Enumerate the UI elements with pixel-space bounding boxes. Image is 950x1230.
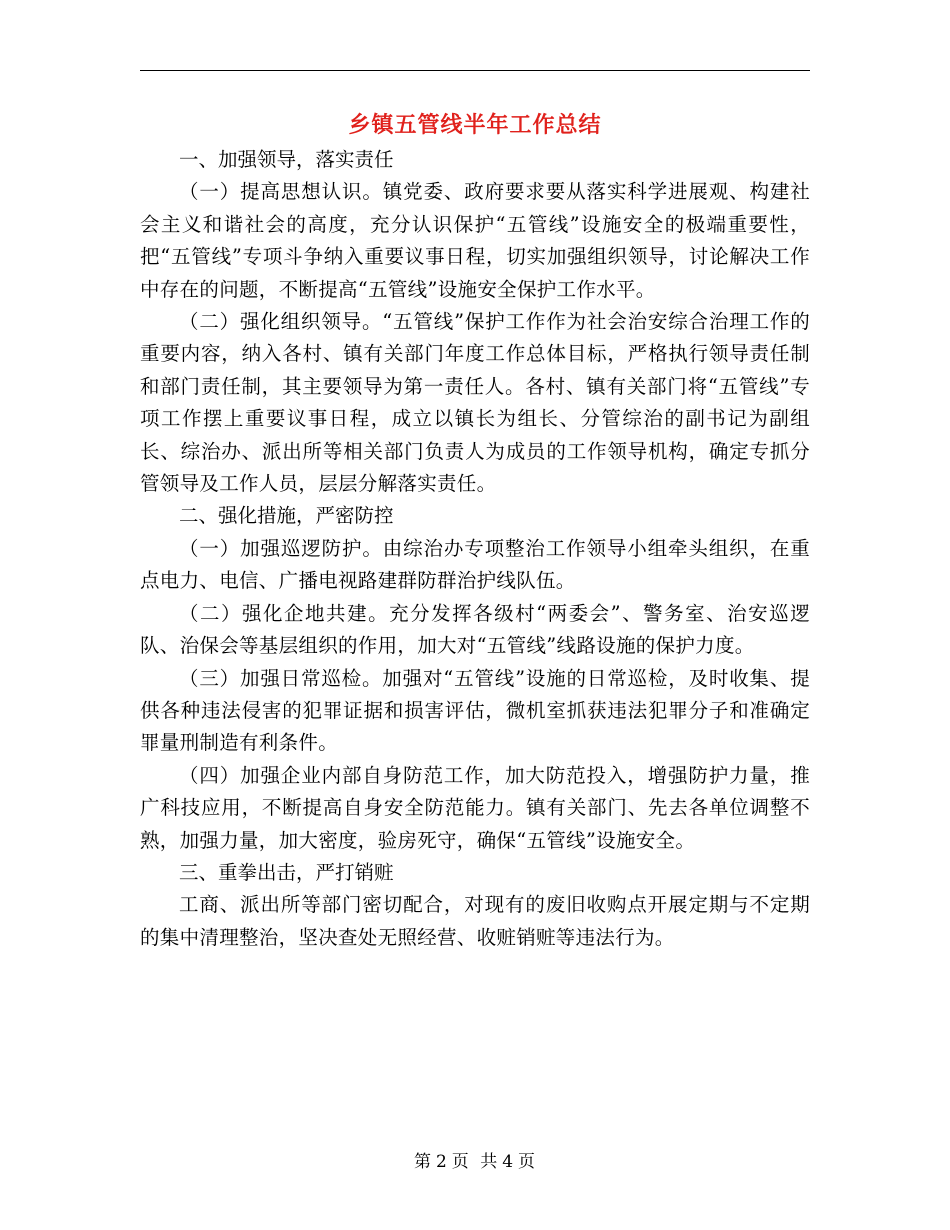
section-2-paragraph-4: （四）加强企业内部自身防范工作，加大防范投入，增强防护力量，推广科技应用，不断提高自身安全防范能力。镇有关部门、先去各单位调整不熟，加强力量，加大密度，验房死守，确保“五管线”设施安全。 xyxy=(140,763,810,852)
section-2-paragraph-2: （二）强化企地共建。充分发挥各级村“两委会”、警务室、治安巡逻队、治保会等基层组织的作用，加大对“五管线”线路设施的保护力度。 xyxy=(140,601,810,658)
section-2-heading: 二、强化措施，严密防控 xyxy=(179,504,394,528)
section-3-paragraph-1: 工商、派出所等部门密切配合，对现有的废旧收购点开展定期与不定期的集中清理整治，坚决查处无照经营、收赃销赃等违法行为。 xyxy=(140,893,810,949)
footer-total-label: 共 xyxy=(480,1152,499,1172)
document-title: 乡镇五管线半年工作总结 xyxy=(348,113,602,138)
footer-page-unit: 页 xyxy=(451,1152,470,1172)
footer-page-label: 第 xyxy=(413,1152,432,1172)
footer-current-page: 2 xyxy=(435,1152,448,1172)
section-2-paragraph-3: （三）加强日常巡检。加强对“五管线”设施的日常巡检，及时收集、提供各种违法侵害的犯罪证据和损害评估，微机室抓获违法犯罪分子和准确定罪量刑制造有利条件。 xyxy=(140,666,810,755)
section-1-heading: 一、加强领导，落实责任 xyxy=(179,148,394,171)
section-1-paragraph-1: （一）提高思想认识。镇党委、政府要求要从落实科学进展观、构建社会主义和谐社会的高度，充分认识保护“五管线”设施安全的极端重要性，把“五管线”专项斗争纳入重要议事日程，切实加强组织领导，讨论解决工作中存在的问题，不断提高“五管线”设施安全保护工作水平。 xyxy=(140,180,810,301)
footer-total-unit: 页 xyxy=(518,1152,537,1172)
page-footer xyxy=(0,1150,950,1174)
header-rule xyxy=(140,70,810,71)
document-body xyxy=(140,144,810,954)
section-2-paragraph-1: （一）加强巡逻防护。由综治办专项整治工作领导小组牵头组织，在重点电力、电信、广播电视路建群防群治护线队伍。 xyxy=(140,536,810,593)
section-3-heading: 三、重拳出击，严打销赃 xyxy=(179,860,394,884)
footer-total-pages: 4 xyxy=(502,1152,515,1172)
section-1-paragraph-2: （二）强化组织领导。“五管线”保护工作作为社会治安综合治理工作的重要内容，纳入各村、镇有关部门年度工作总体目标，严格执行领导责任制和部门责任制，其主要领导为第一责任人。各村、镇有关部门将“五管线”专项工作摆上重要议事日程，成立以镇长为组长、分管综治的副书记为副组长、综治办、派出所等相关部门负责人为成员的工作领导机构，确定专抓分管领导及工作人员，层层分解落实责任。 xyxy=(140,310,810,496)
